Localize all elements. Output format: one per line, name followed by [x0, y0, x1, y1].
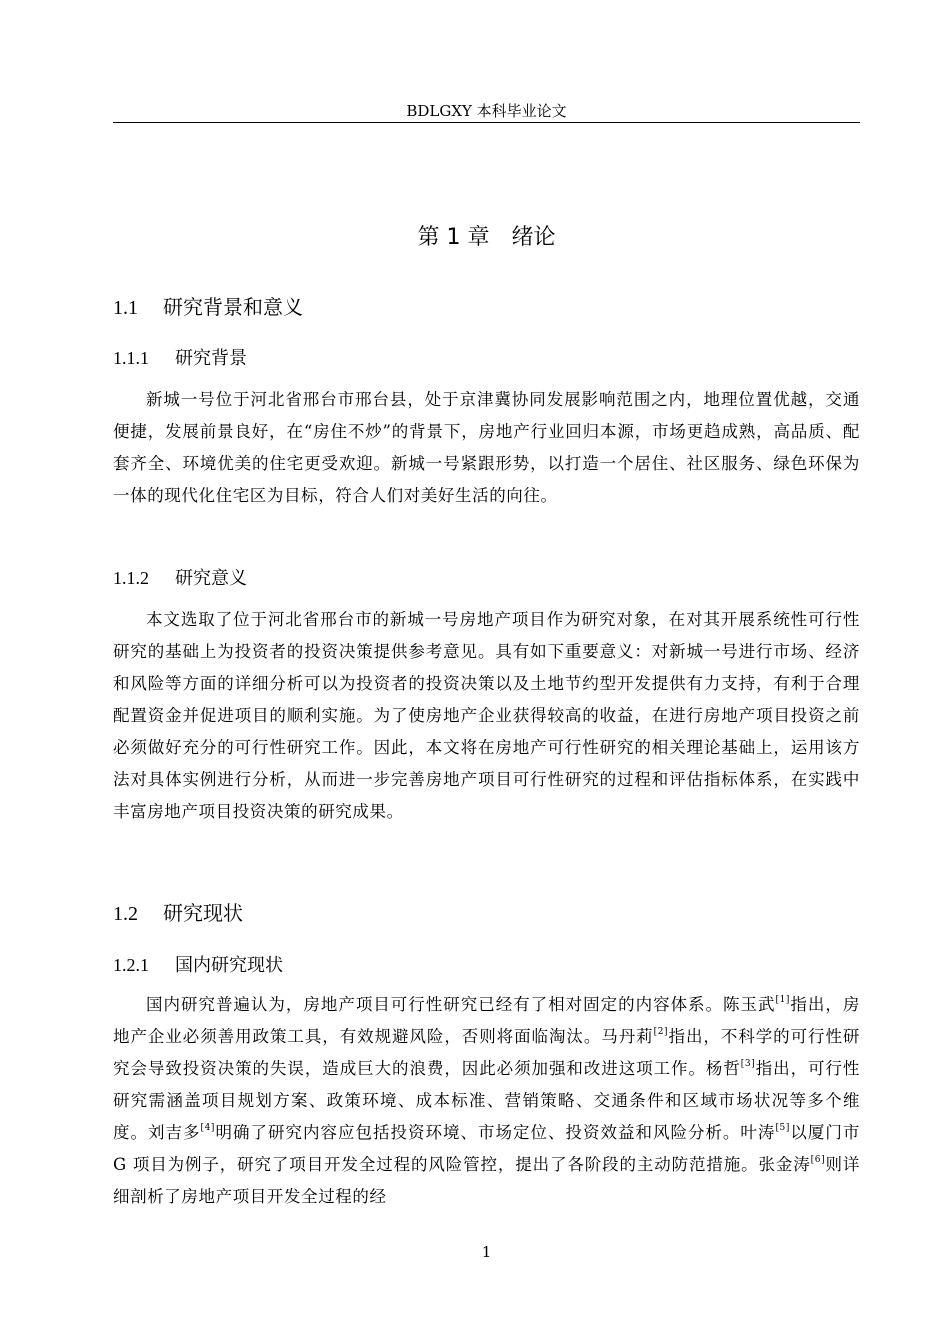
section-heading-1-1-2 — [113, 566, 247, 591]
section-heading-1-2-1 — [113, 953, 283, 978]
section-title: 国内研究现状 — [175, 955, 283, 976]
domestic-research-paragraph — [113, 989, 860, 1213]
header-divider — [113, 122, 860, 123]
chapter-number: 第 1 章 — [417, 225, 490, 250]
citation-ref: [3] — [740, 1059, 756, 1069]
significance-paragraph: 本文选取了位于河北省邢台市的新城一号房地产项目作为研究对象，在对其开展系统性可行性研究的基础上为投资者的投资决策提供参考意见。具有如下重要意义：对新城一号进行市场、经济和风险等方面的详细分析可以为投资者的投资决策以及土地节约型开发提供有力支持，有利于合理配置资金并促进项目的顺利实施。为了使房地产企业获得较高的收益，在进行房地产项目投资之前必须做好充分的可行性研究工作。因此，本文将在房地产可行性研究的相关理论基础上，运用该方法对具体实例进行分析，从而进一步完善房地产项目可行性研究的过程和评估指标体系，在实践中丰富房地产项目投资决策的研究成果。 — [113, 610, 860, 821]
text-run: 以厦门市 G 项目为例子，研究了项目开发全过程的风险管控，提出了各阶段的主动防范措施。张金涛 — [113, 1123, 860, 1174]
citation-ref: [2] — [653, 1027, 669, 1037]
page-number: 1 — [481, 1243, 492, 1261]
section-number: 1.1 — [113, 297, 138, 319]
section-title: 研究背景和意义 — [163, 295, 303, 319]
section-title: 研究背景 — [175, 348, 247, 369]
citation-ref: [5] — [775, 1123, 790, 1133]
section-number: 1.2 — [113, 903, 138, 925]
section-number: 1.2.1 — [113, 955, 149, 975]
text-run: 指出，房地产企业必须善用政策工具，有效规避风险，否则将面临淘汰。马丹莉 — [113, 995, 860, 1046]
citation-ref: [4] — [200, 1123, 216, 1133]
section-title: 研究现状 — [163, 901, 243, 925]
text-run: 国内研究普遍认为，房地产项目可行性研究已经有了相对固定的内容体系。陈玉武 — [146, 995, 776, 1014]
background-paragraph: 新城一号位于河北省邢台市邢台县，处于京津冀协同发展影响范围之内，地理位置优越，交通便捷，发展前景良好，在“房住不炒”的背景下，房地产行业回归本源，市场更趋成熟，高品质、配套齐全、环境优美的住宅更受欢迎。新城一号紧跟形势，以打造一个居住、社区服务、绿色环保为一体的现代化住宅区为目标，符合人们对美好生活的向往。 — [113, 390, 860, 505]
text-run: 指出，可行性研究需涵盖项目规划方案、政策环境、成本标准、营销策略、交通条件和区域市场状况等多个维度。刘吉多 — [113, 1059, 860, 1142]
section-number: 1.1.2 — [113, 568, 149, 588]
text-run: 则详细剖析了房地产项目开发全过程的经 — [113, 1155, 860, 1206]
text-run: 指出，不科学的可行性研究会导致投资决策的失误，造成巨大的浪费，因此必须加强和改进这项工作。杨哲 — [113, 1027, 860, 1078]
citation-ref: [1] — [775, 995, 791, 1005]
section-heading-1-2 — [113, 900, 243, 927]
running-header: BDLGXY 本科毕业论文 — [406, 102, 567, 120]
chapter-title — [113, 224, 860, 252]
section-number: 1.1.1 — [113, 348, 149, 368]
citation-ref: [6] — [810, 1155, 826, 1165]
section-heading-1-1-1 — [113, 346, 247, 371]
section-title: 研究意义 — [175, 568, 247, 589]
text-run: 明确了研究内容应包括投资环境、市场定位、投资效益和风险分析。叶涛 — [215, 1123, 776, 1142]
chapter-name: 绪论 — [511, 225, 556, 250]
section-heading-1-1 — [113, 294, 303, 321]
